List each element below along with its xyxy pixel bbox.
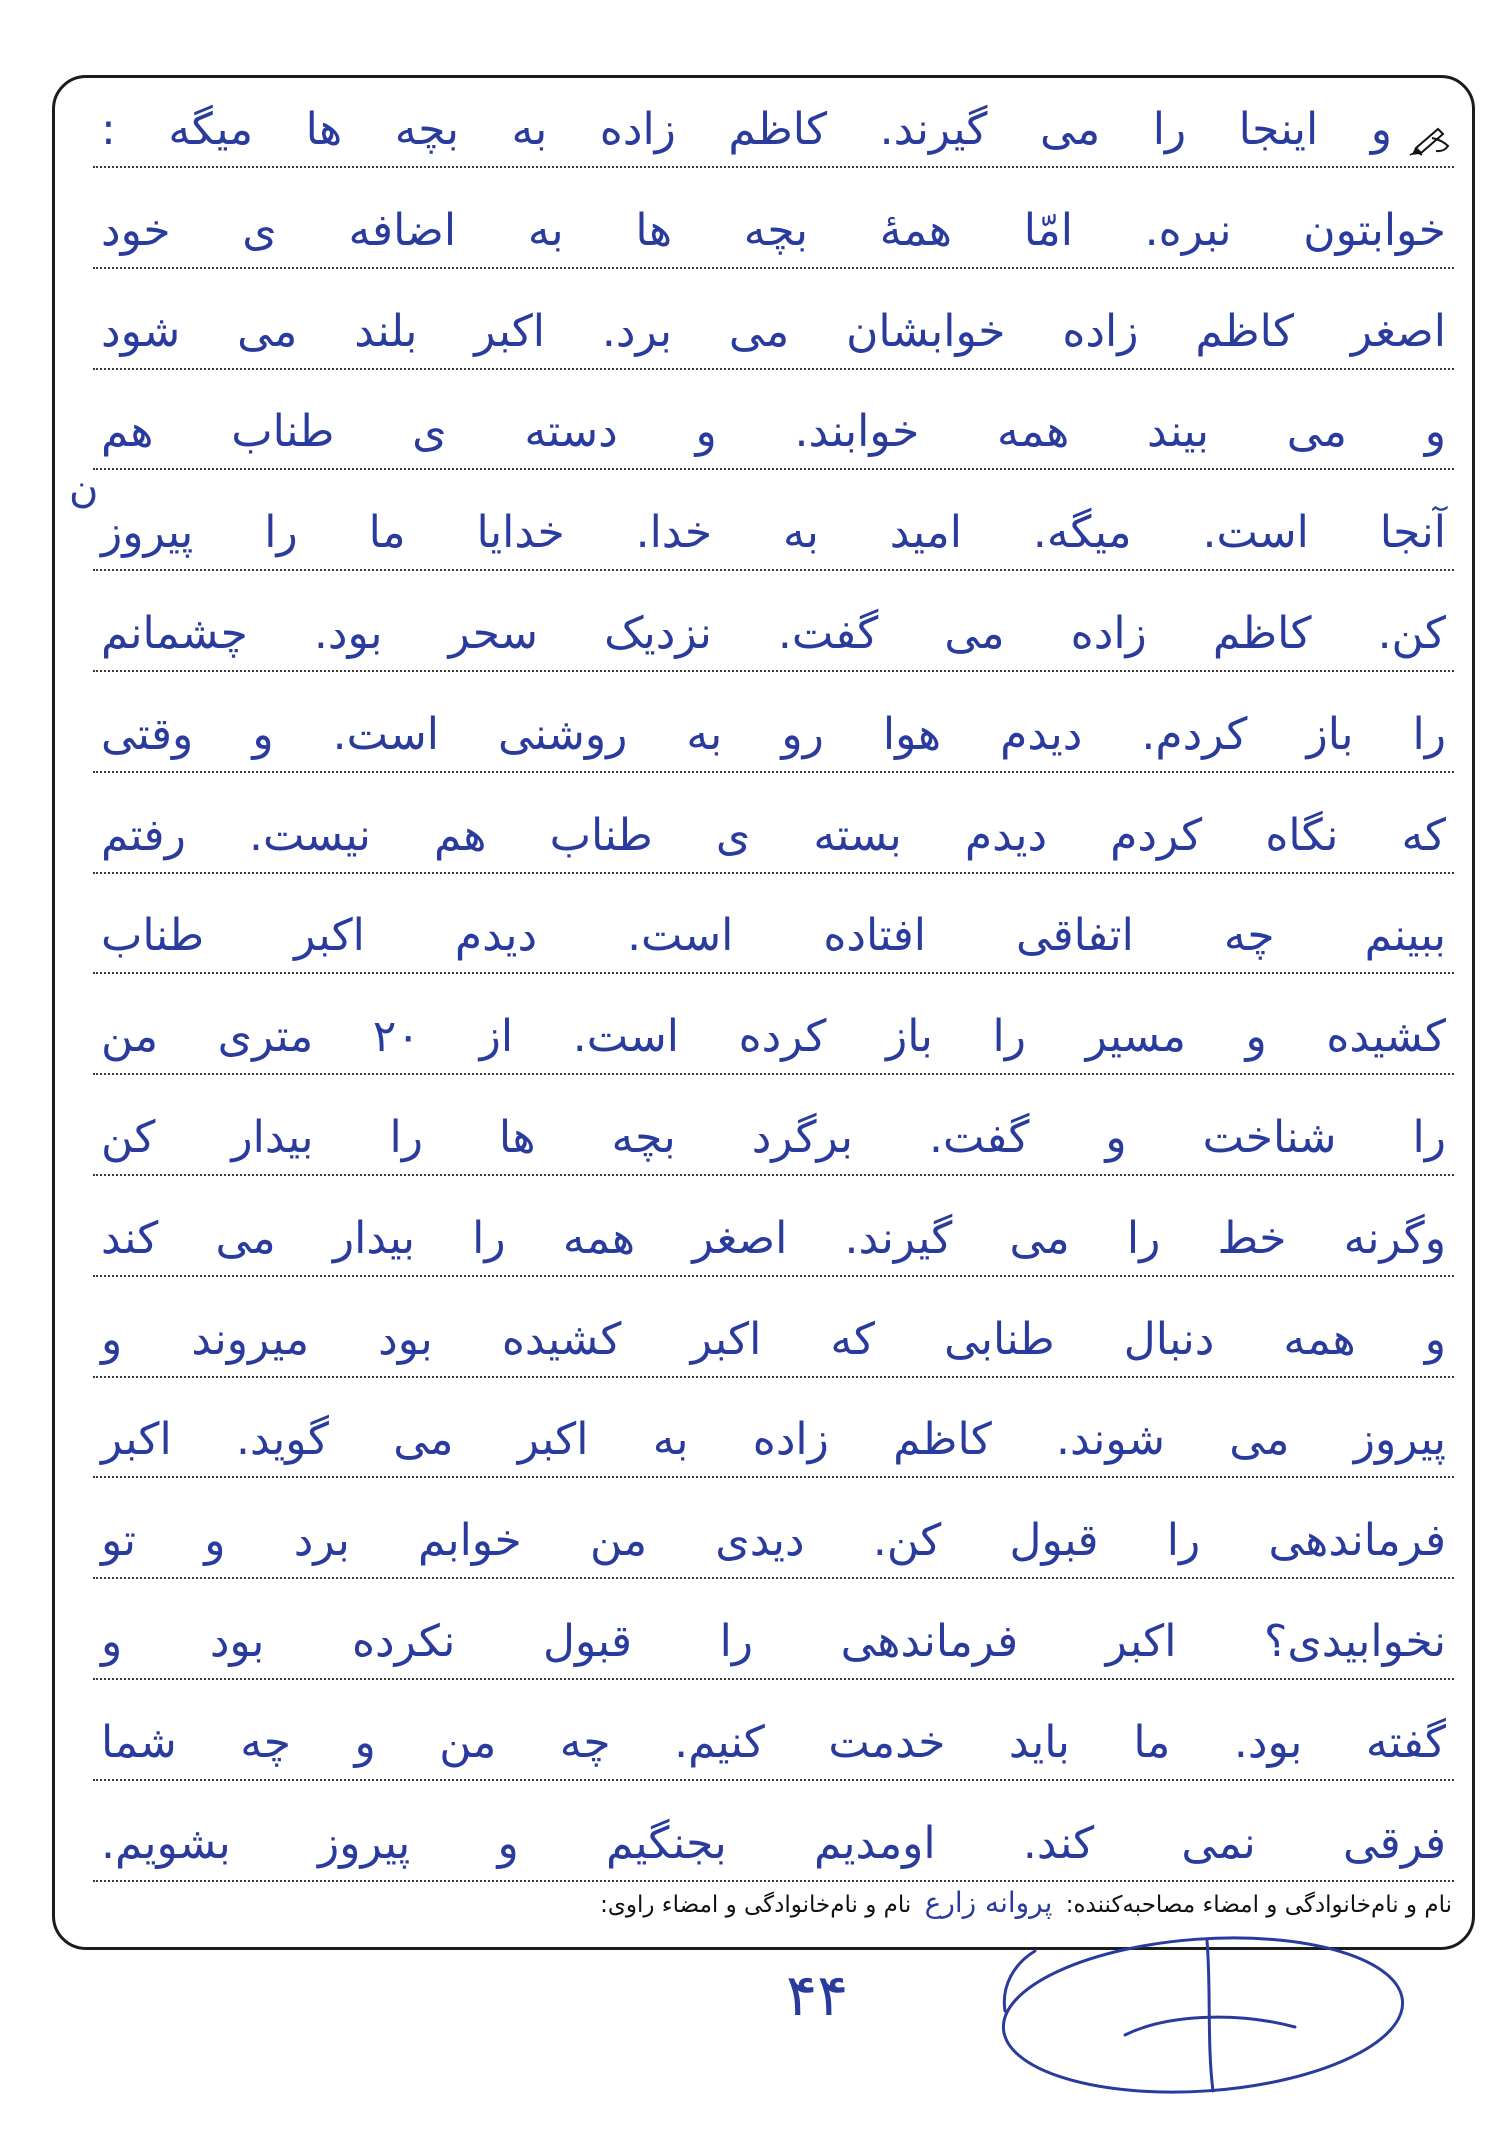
ruled-line	[93, 892, 1454, 974]
ruled-line	[93, 288, 1454, 370]
narrator-label: نام و نام‌خانوادگی و امضاء راوی:	[600, 1892, 912, 1918]
handwritten-line: پیروز می شوند. کاظم زاده به اکبر می گوید. اکبر	[101, 1414, 1446, 1466]
ruled-line	[93, 489, 1454, 571]
document-frame	[52, 75, 1475, 1950]
ruled-line	[93, 1195, 1454, 1277]
ruled-line	[93, 1094, 1454, 1176]
signature-oval	[975, 1915, 1415, 2105]
ruled-line	[93, 1598, 1454, 1680]
handwritten-line: اصغر کاظم زاده خوابشان می برد. اکبر بلند می شود	[101, 305, 1446, 357]
ruled-line	[93, 1497, 1454, 1579]
ruled-line	[93, 388, 1454, 470]
ruled-line	[93, 1800, 1454, 1882]
handwritten-line: که نگاه کردم دیدم بسته ی طناب هم نیست. رفتم	[101, 809, 1446, 861]
handwritten-line: کن. کاظم زاده می گفت. نزدیک سحر بود. چشمانم	[101, 607, 1446, 659]
handwritten-line: و همه دنبال طنابی که اکبر کشیده بود میروند و	[101, 1313, 1446, 1365]
transcript-lines	[93, 86, 1454, 1900]
handwritten-line: آنجا است. میگه. امید به خدا. خدایا ما را پیروز	[101, 507, 1446, 559]
handwritten-line: کشیده و مسیر را باز کرده است. از ۲۰ متری من	[101, 1011, 1446, 1063]
ruled-line	[93, 1699, 1454, 1781]
handwritten-line: گفته بود. ما باید خدمت کنیم. چه من و چه شما	[101, 1716, 1446, 1768]
handwritten-line: را باز کردم. دیدم هوا رو به روشنی است. و وقتی	[101, 708, 1446, 760]
ruled-line	[93, 792, 1454, 874]
handwritten-line: را شناخت و گفت. برگرد بچه ها را بیدار کن	[101, 1111, 1446, 1163]
handwritten-line: نخوابیدی؟ اکبر فرماندهی را قبول نکرده بود و	[101, 1615, 1446, 1667]
ruled-line	[93, 691, 1454, 773]
ruled-line	[93, 1296, 1454, 1378]
handwritten-line: وگرنه خط را می گیرند. اصغر همه را بیدار می کند	[101, 1212, 1446, 1264]
ruled-line	[93, 590, 1454, 672]
ruled-line	[93, 187, 1454, 269]
margin-note: ن	[69, 466, 99, 512]
interviewer-label: نام و نام‌خانوادگی و امضاء مصاحبه‌کننده:	[1065, 1892, 1452, 1918]
ruled-line	[93, 86, 1454, 168]
ruled-line	[93, 993, 1454, 1075]
page-number: ۴۴	[786, 1961, 849, 2029]
handwritten-line: و می بیند همه خوابند. و دسته ی طناب هم	[101, 406, 1446, 458]
handwritten-line: ببینم چه اتفاقی افتاده است. دیدم اکبر طناب	[101, 910, 1446, 962]
interviewer-name: پروانه زارع	[924, 1886, 1053, 1919]
handwritten-line: فرماندهی را قبول کن. دیدی من خوابم برد و تو	[101, 1515, 1446, 1567]
handwritten-line: فرقی نمی کند. اومدیم بجنگیم و پیروز بشویم.	[101, 1817, 1446, 1869]
handwritten-line: خوابتون نبره. امّا همهٔ بچه ها به اضافه ی خود	[101, 204, 1446, 256]
ruled-line	[93, 1396, 1454, 1478]
handwritten-line: و اینجا را می گیرند. کاظم زاده به بچه ها میگه :	[101, 104, 1392, 155]
